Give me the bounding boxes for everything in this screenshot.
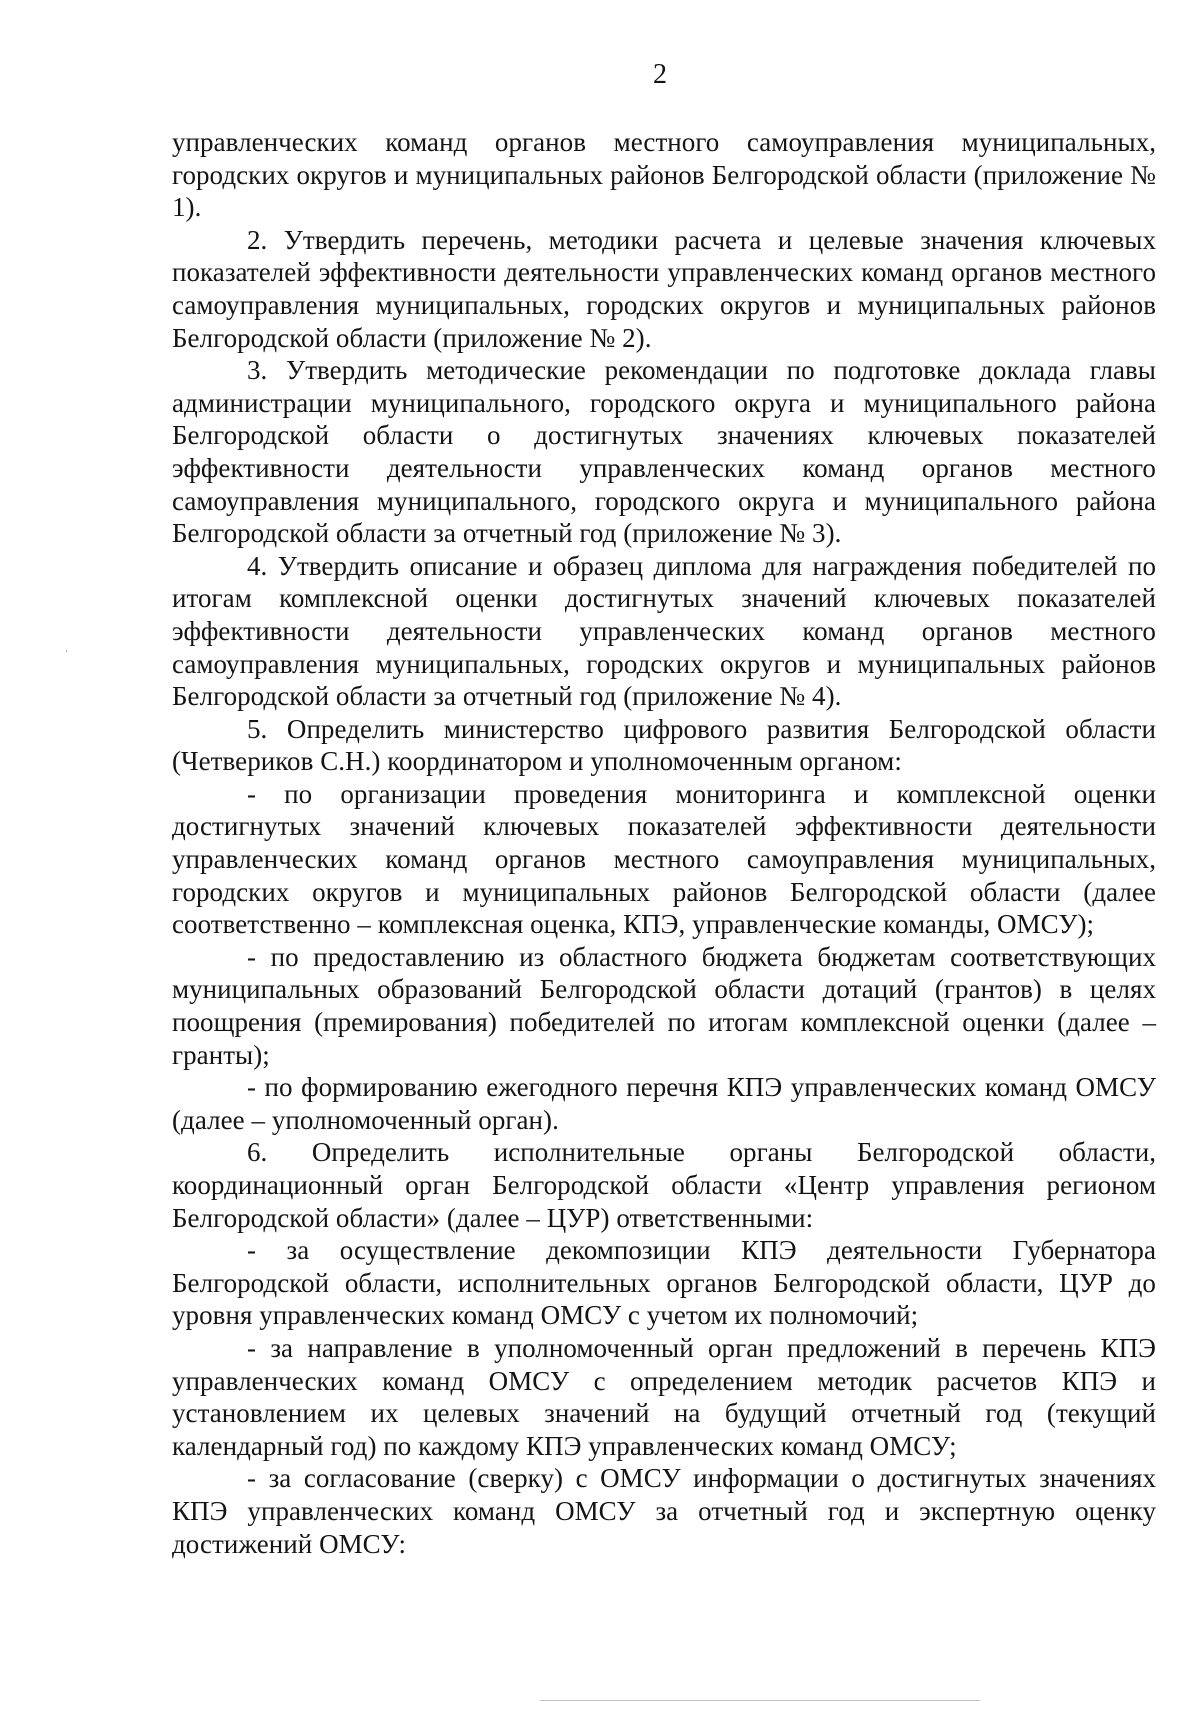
scan-speck [66,650,67,652]
document-body [172,126,1156,1560]
bottom-edge-rule [540,1700,980,1701]
paragraph-item-5-sub-3: - по формированию ежегодного перечня КПЭ управленческих команд ОМСУ (далее – уполномоченный орган). [172,1072,1156,1135]
paragraph-item-6: 6. Определить исполнительные органы Белгородской области, координационный орган Белгородской области «Центр управления регионом Белгородской области» (далее – ЦУР) ответственными: [172,1137,1156,1233]
paragraph-item-6-sub-1: - за осуществление декомпозиции КПЭ деятельности Губернатора Белгородской области, исполнительных органов Белгородской области, ЦУР до уровня управленческих команд ОМСУ с учетом их полномочий; [172,1235,1156,1331]
paragraph-item-6-sub-3: - за согласование (сверку) с ОМСУ информации о достигнутых значениях КПЭ управленческих команд ОМСУ за отчетный год и экспертную оценку достижений ОМСУ: [172,1463,1156,1559]
paragraph-item-5-sub-1: - по организации проведения мониторинга и комплексной оценки достигнутых значений ключевых показателей эффективности деятельности управленческих команд органов местного самоуправления муниципальных, городских округов и муниципальных районов Белгородской области (далее соответственно – комплексная оценка, КПЭ, управленческие команды, ОМСУ); [172,778,1156,940]
paragraph-item-3: 3. Утвердить методические рекомендации по подготовке доклада главы администрации муниципального, городского округа и муниципального района Белгородской области о достигнутых значениях ключевых показателей эффективности деятельности управленческих команд органов местного самоуправления муниципального, городского округа и муниципального района Белгородской области за отчетный год (приложение № 3). [172,355,1156,549]
paragraph-item-5: 5. Определить министерство цифрового развития Белгородской области (Четвериков С.Н.) координатором и уполномоченным органом: [172,713,1156,777]
paragraph-intro-continued: управленческих команд органов местного самоуправления муниципальных, городских округов и муниципальных районов Белгородской области (приложение № 1). [172,127,1156,223]
paragraph-item-5-sub-2: - по предоставлению из областного бюджета бюджетам соответствующих муниципальных образований Белгородской области дотаций (грантов) в целях поощрения (премирования) победителей по итогам комплексной оценки (далее – гранты); [172,941,1156,1070]
paragraph-item-2: 2. Утвердить перечень, методики расчета и целевые значения ключевых показателей эффективности деятельности управленческих команд органов местного самоуправления муниципальных, городских округов и муниципальных районов Белгородской области (приложение № 2). [172,224,1156,353]
paragraph-item-4: 4. Утвердить описание и образец диплома для награждения победителей по итогам комплексной оценки достигнутых значений ключевых показателей эффективности деятельности управленческих команд органов местного самоуправления муниципальных, городских округов и муниципальных районов Белгородской области за отчетный год (приложение № 4). [172,550,1156,712]
paragraph-item-6-sub-2: - за направление в уполномоченный орган предложений в перечень КПЭ управленческих команд ОМСУ с определением методик расчетов КПЭ и установлением их целевых значений на будущий отчетный год (текущий календарный год) по каждому КПЭ управленческих команд ОМСУ; [172,1332,1156,1461]
page-number: 2 [653,59,667,90]
